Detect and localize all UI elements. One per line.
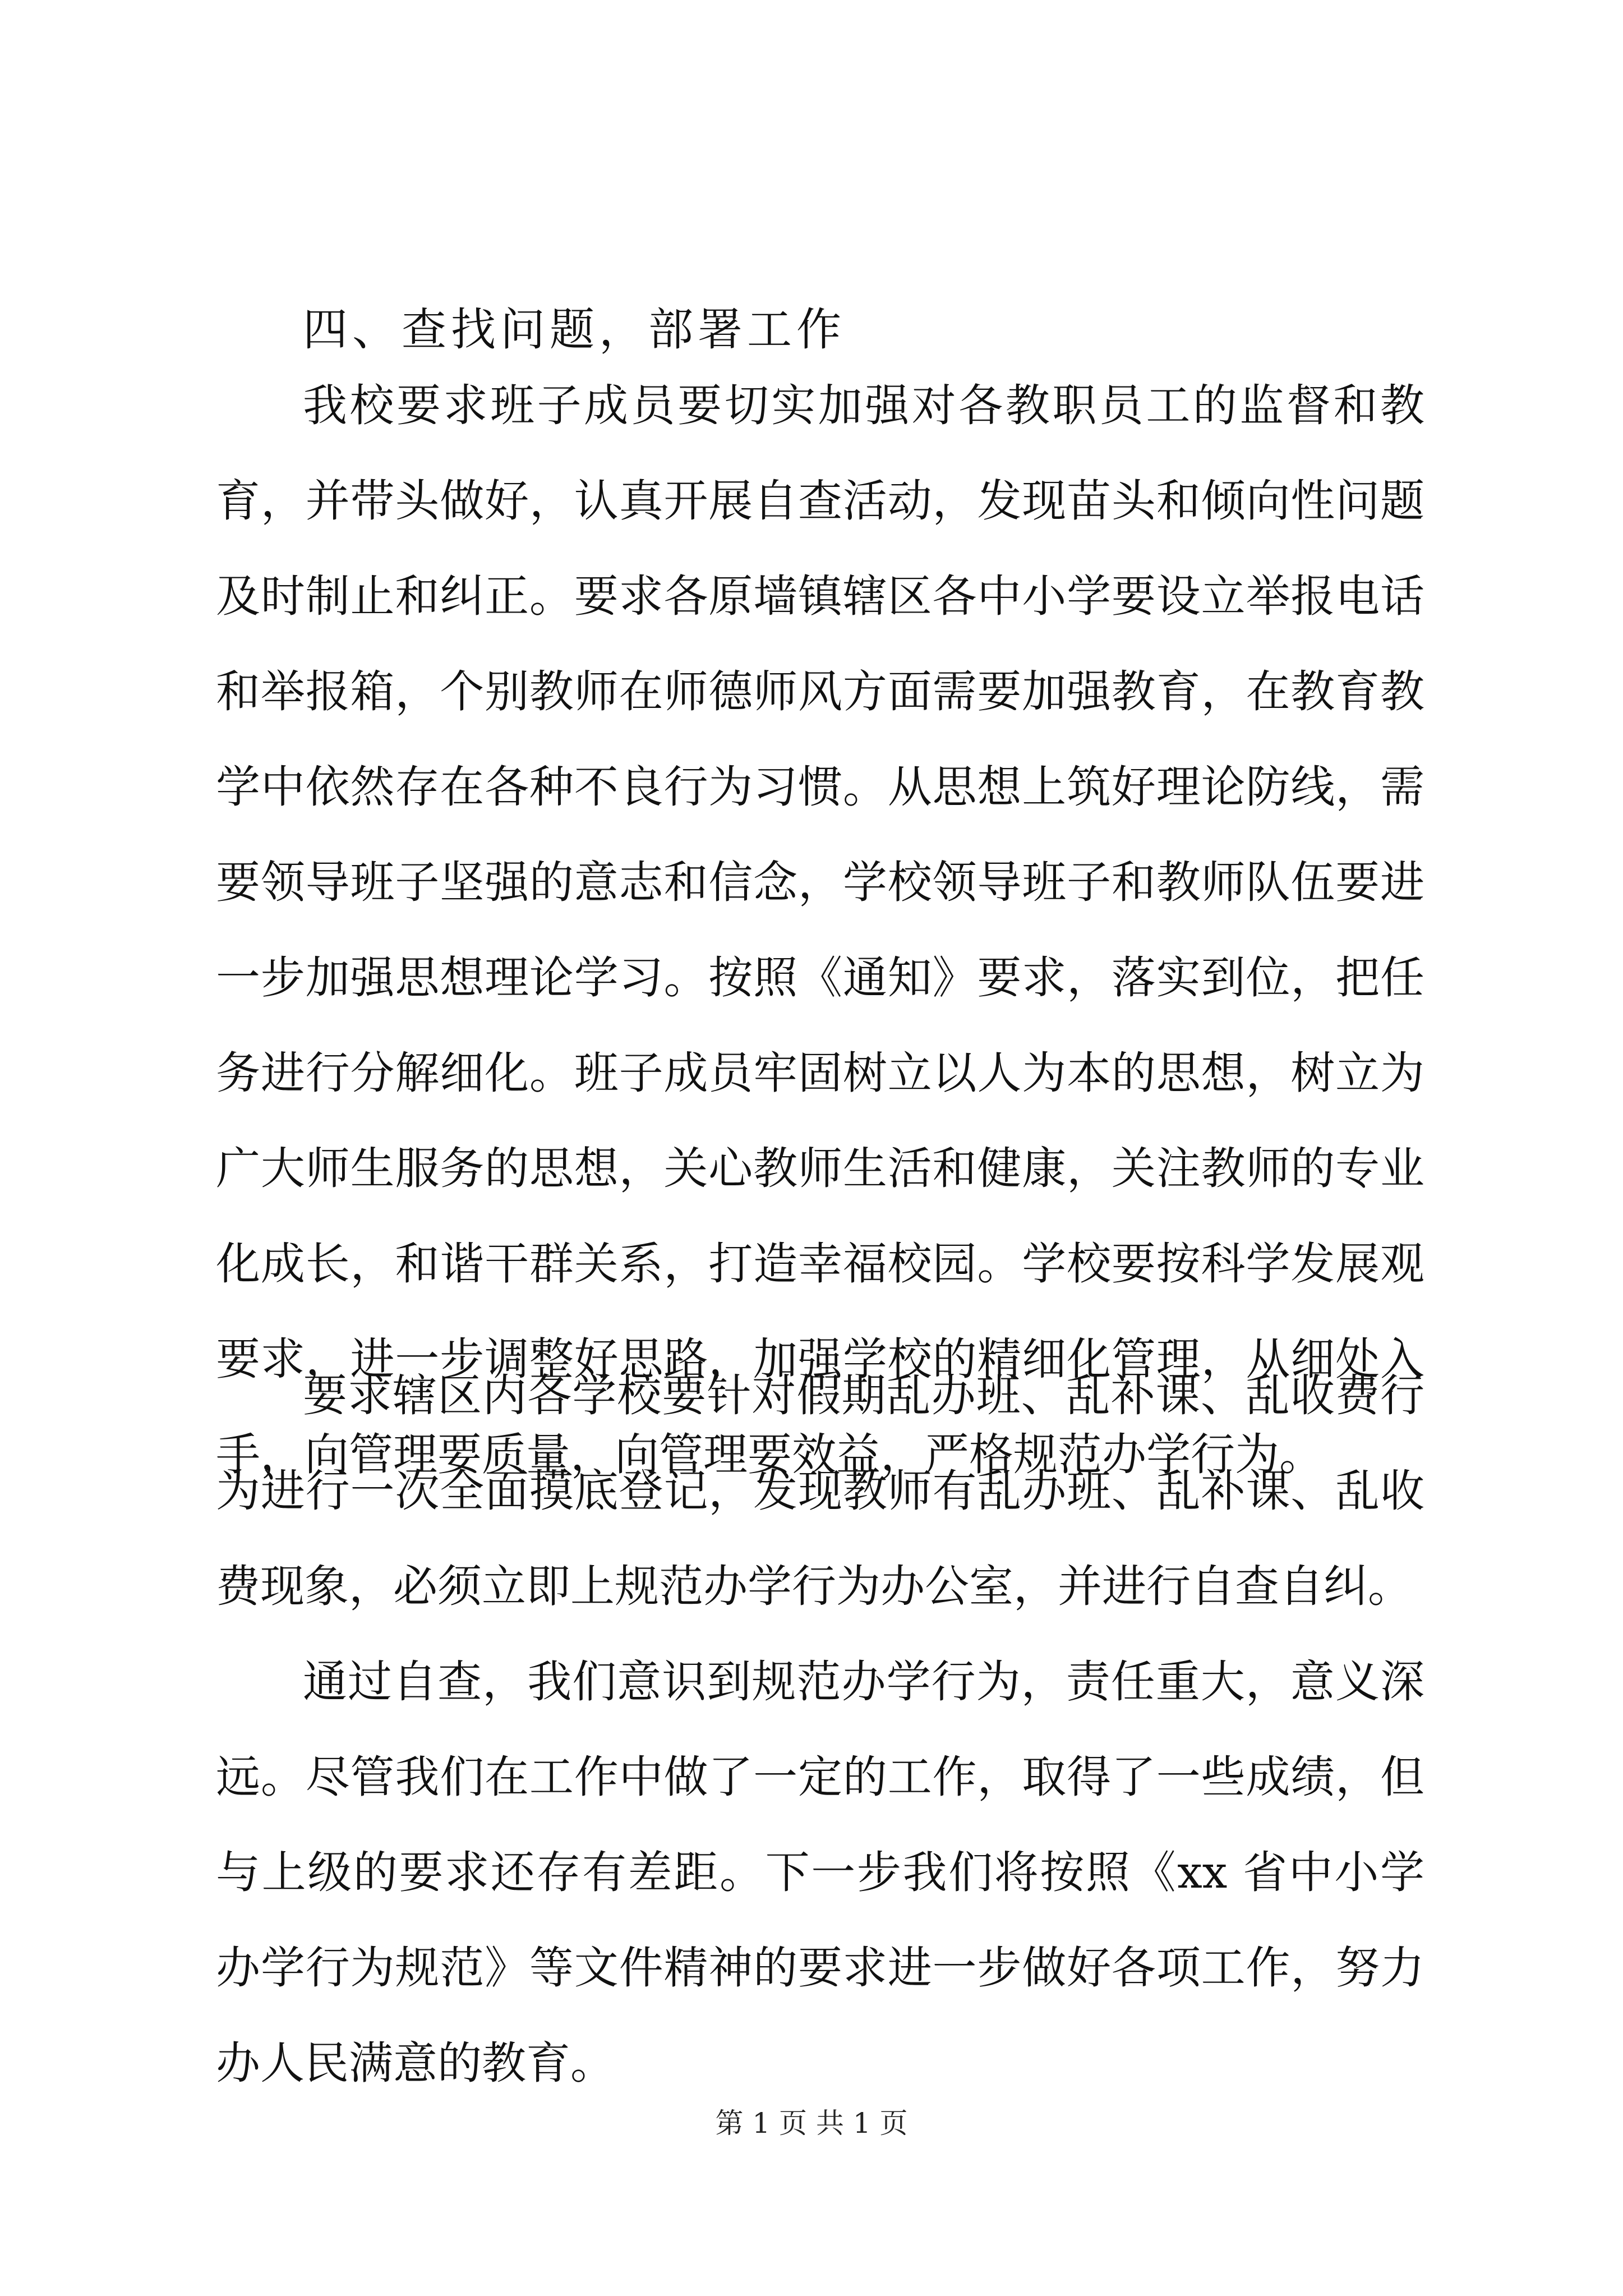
paragraph-3: 通过自查，我们意识到规范办学行为，责任重大，意义深远。尽管我们在工作中做了一定的工作，取得了一些成绩，但与上级的要求还存有差距。下一步我们将按照《xx 省中小学办学行为规范》等文件精神的要求进一步做好各项工作，努力办人民满意的教育。 (216, 1656, 1424, 2089)
page-footer: 第 1 页 共 1 页 (715, 2107, 908, 2139)
section-heading: 四、查找问题，部署工作 (303, 303, 846, 356)
paragraph-1: 我校要求班子成员要切实加强对各教职员工的监督和教育，并带头做好，认真开展自查活动，发现苗头和倾向性问题及时制止和纠正。要求各原墙镇辖区各中小学要设立举报电话和举报箱，个别教师在师德师风方面需要加强教育，在教育教学中依然存在各种不良行为习惯。从思想上筑好理论防线，需要领导班子坚强的意志和信念，学校领导班子和教师队伍要进一步加强思想理论学习。按照《通知》要求，落实到位，把任务进行分解细化。班子成员牢固树立以人为本的思想，树立为广大师生服务的思想，关心教师生活和健康，关注教师的专业化成长，和谐干群关系，打造幸福校园。学校要按科学发展观要求，进一步调整好思路，加强学校的精细化管理，从细处入手，向管理要质量，向管理要效益，严格规范办学行为。 (216, 380, 1424, 1480)
paragraph-2: 要求辖区内各学校要针对假期乱办班、乱补课、乱收费行为进行一次全面摸底登记，发现教师有乱办班、乱补课、乱收费现象，必须立即上规范办学行为办公室，并进行自查自纠。 (216, 1370, 1424, 1612)
